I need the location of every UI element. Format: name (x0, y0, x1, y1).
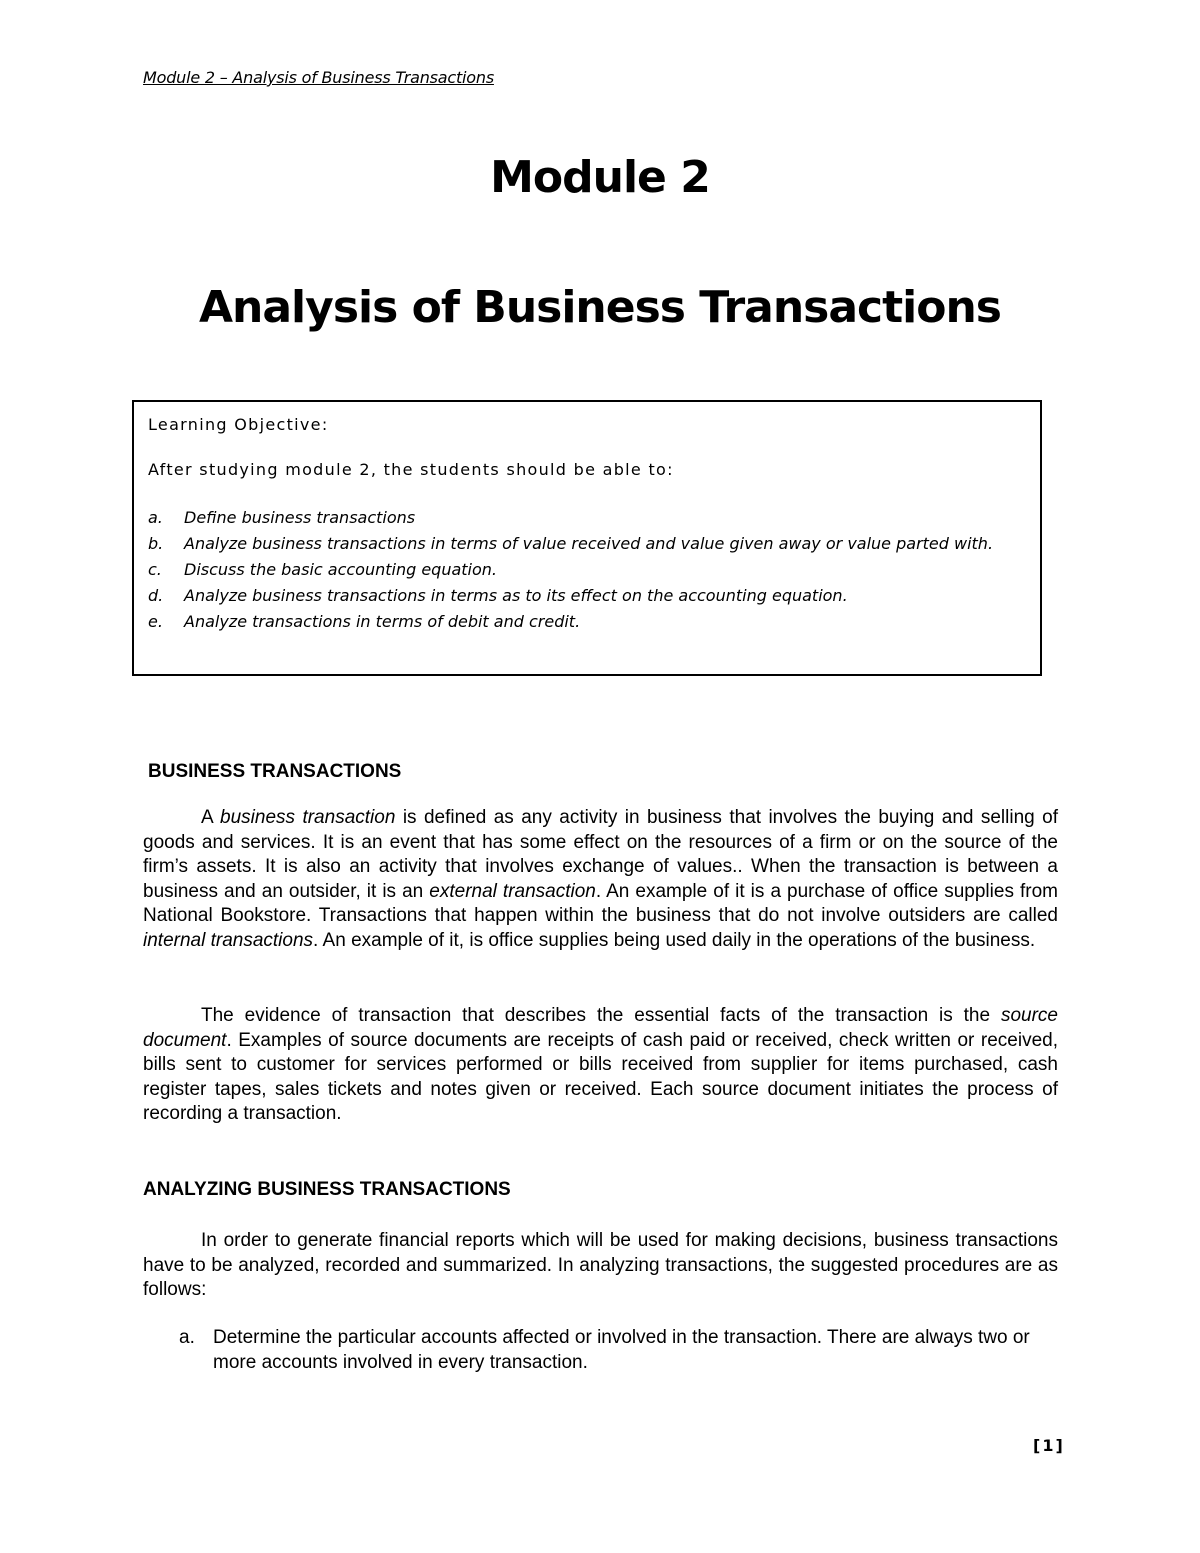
objective-label: Learning Objective: (148, 415, 329, 434)
text-run: The evidence of transaction that describes the essential facts of the transaction is the (201, 1005, 1001, 1026)
paragraph-analyzing-intro: In order to generate financial reports which will be used for making decisions, business transactions have to be analyzed, recorded and summarized. In analyzing transactions, the suggested procedures are as follows: (143, 1230, 1058, 1301)
procedure-item (143, 1326, 1058, 1375)
running-header: Module 2 – Analysis of Business Transactions (143, 68, 494, 87)
text-run: . Examples of source documents are receipts of cash paid or received, check written or received, bills sent to customer for services performed or bills received from supplier for items purchased, cash register tapes, sales tickets and notes given or received. Each source document initiates the process of recording a transaction. (143, 1029, 1058, 1125)
procedure-list (143, 1326, 1058, 1375)
list-marker: d. (148, 586, 164, 605)
section-heading-business-transactions: BUSINESS TRANSACTIONS (148, 761, 402, 782)
list-marker: e. (148, 612, 163, 631)
procedure-text: Determine the particular accounts affected or involved in the transaction. There are always two or more accounts involved in every transaction. (213, 1327, 1030, 1373)
text-run: A (201, 807, 221, 828)
emphasis-term: source document (143, 1005, 1058, 1051)
list-marker: a. (148, 508, 163, 527)
learning-objective-box (132, 400, 1042, 676)
objective-item (148, 531, 1028, 557)
objective-text: Analyze business transactions in terms of value received and value given away or value parted with. (184, 534, 994, 553)
objective-item (148, 505, 1028, 531)
text-run: is defined as any activity in business that involves the buying and selling of goods and services. It is an event that has some effect on the resources of a firm or on the source of the firm’s assets. It is also an activity that involves exchange of values.. When the transaction is between a business and an outsider, it is an (143, 807, 1058, 902)
objective-item (148, 583, 1028, 609)
objective-item (148, 609, 1028, 635)
objective-text: Analyze transactions in terms of debit and credit. (184, 612, 581, 631)
text-run: . An example of it, is office supplies being used daily in the operations of the business. (313, 929, 1036, 951)
objective-item (148, 557, 1028, 583)
section-heading-analyzing-business-transactions: ANALYZING BUSINESS TRANSACTIONS (143, 1179, 511, 1200)
text-run: . An example of it is a purchase of office supplies from National Bookstore. Transactions that happen within the business that do not involve outsiders are called (143, 880, 1058, 927)
page-title: Analysis of Business Transactions (198, 282, 1001, 333)
emphasis-term: business transaction (220, 807, 396, 828)
module-title: Module 2 (490, 152, 710, 203)
list-marker: a. (179, 1327, 195, 1348)
paragraph-source-document (143, 1004, 1058, 1127)
list-marker: c. (148, 560, 162, 579)
objective-text: Define business transactions (184, 508, 416, 527)
paragraph-business-transaction-definition (143, 806, 1058, 954)
page-number: [1] (1033, 1436, 1065, 1455)
objective-list (148, 505, 1028, 635)
objective-text: Analyze business transactions in terms as to its effect on the accounting equation. (184, 586, 848, 605)
emphasis-term: internal transactions (143, 929, 314, 951)
list-marker: b. (148, 534, 164, 553)
objective-intro: After studying module 2, the students should be able to: (148, 460, 674, 479)
emphasis-term: external transaction (429, 880, 596, 902)
objective-text: Discuss the basic accounting equation. (184, 560, 498, 579)
